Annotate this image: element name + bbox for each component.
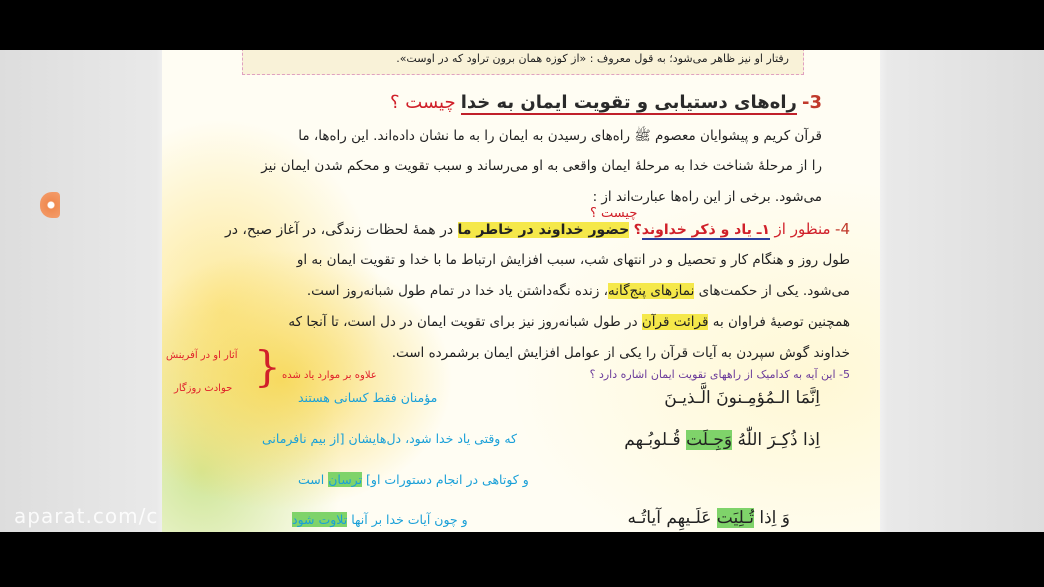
- paragraph-line: [288, 314, 850, 330]
- sidebar-tab-icon[interactable]: [40, 192, 60, 218]
- section-4-line: [225, 220, 850, 238]
- side-note: علاوه بر موارد یاد شده: [282, 370, 377, 381]
- paragraph-text: ، زنده نگه‌داشتن یاد خدا در تمام طول شبانه‌روز است.: [306, 283, 608, 299]
- paragraph-text: در همهٔ لحظات زندگی، در آغاز صبح، در: [224, 222, 454, 238]
- question-5: 5- این آیه به کدامیک از راههای تقویت ایمان اشاره دارد ؟: [589, 368, 850, 381]
- textbook-page: [162, 50, 880, 532]
- verse-translation: [298, 472, 529, 487]
- verse-translation: که وقتی یاد خدا شود، دل‌هایشان [از بیم نافرمانی: [262, 431, 517, 446]
- verse-text: اِذا ذُکِـرَ اللّٰهُ: [737, 430, 820, 450]
- section-number: 4-: [835, 220, 850, 238]
- quote-box-text: رفتار او نیز ظاهر می‌شود؛ به قول معروف : «از کوزه همان برون تراود که در اوست».: [396, 52, 789, 65]
- document-viewer: [0, 50, 1044, 532]
- highlighted-word: وَجِـلَت: [686, 430, 733, 450]
- paragraph-line: قرآن کریم و پیشوایان معصوم ﷺ راه‌های رسیدن به ایمان را به ما نشان داده‌اند. این راه‌ها، ما: [298, 128, 822, 144]
- highlighted-phrase: حضور خداوند در خاطر ما: [457, 222, 630, 238]
- side-note: حوادث روزگار: [174, 383, 233, 394]
- verse-text: وَ اِذا: [759, 508, 790, 528]
- section-prefix: منظور از: [774, 220, 831, 238]
- section-number: 3-: [801, 92, 822, 113]
- handwritten-annotation: چیست ؟: [590, 206, 638, 221]
- section-title: راه‌های دستیابی و تقویت ایمان به خدا: [460, 92, 797, 113]
- verse-line: [627, 508, 790, 528]
- paragraph-line: طول روز و هنگام کار و تحصیل و در انتهای شب، سبب افزایش ارتباط ما با خدا و تقویت ایمان به او: [296, 252, 850, 268]
- verse-translation: مؤمنان فقط کسانی هستند: [298, 390, 438, 405]
- verse-text: عَلَـیهِم آیاتُـه: [627, 508, 712, 528]
- highlighted-phrase: نمازهای پنج‌گانه: [607, 283, 695, 299]
- paragraph-line: [307, 283, 850, 299]
- verse-line: اِنَّمَا الـمُؤمِـنونَ الَّـذیـنَ: [664, 388, 820, 408]
- brace-mark: }: [254, 342, 281, 391]
- translation-text: است: [298, 472, 325, 487]
- section-item: ۱ـ یاد و ذکر خداوند: [641, 222, 771, 238]
- paragraph-text: در طول شبانه‌روز نیز برای تقویت ایمان در دل است، تا آنجا که: [288, 314, 638, 330]
- highlighted-word: تُـلِیَت: [716, 508, 754, 528]
- translation-text: و چون آیات خدا بر آنها: [351, 512, 468, 527]
- side-note: آثار او در آفرینش: [166, 350, 238, 361]
- watermark: aparat.com/c: [14, 504, 159, 528]
- highlighted-word: ترسان: [328, 472, 363, 487]
- quote-box: [242, 50, 804, 75]
- section-3-heading: [390, 92, 822, 113]
- highlighted-word: تلاوت شود: [292, 512, 348, 527]
- translation-text: و کوتاهی در انجام دستورات او]: [366, 472, 529, 487]
- paragraph-text: می‌شود. یکی از حکمت‌های: [698, 283, 850, 299]
- paragraph-line: می‌شود. برخی از این راه‌ها عبارت‌اند از :: [592, 189, 822, 205]
- paragraph-line: خداوند گوش سپردن به آیات قرآن را یکی از عوامل افزایش ایمان برشمرده است.: [391, 345, 850, 361]
- paragraph-line: را از مرحلهٔ شناخت خدا به مرحلهٔ ایمان واقعی به او می‌رساند و سبب تقویت و محکم شدن ایمان نیز: [261, 158, 822, 174]
- verse-text: قُـلوبُـهم: [624, 430, 681, 450]
- paragraph-text: همچنین توصیهٔ فراوان به: [712, 314, 850, 330]
- highlighted-phrase: قرائت قرآن: [641, 314, 709, 330]
- verse-translation: [292, 512, 468, 527]
- verse-line: [624, 430, 820, 450]
- question-mark: ؟: [633, 222, 642, 238]
- handwritten-annotation: چیست ؟: [390, 92, 456, 113]
